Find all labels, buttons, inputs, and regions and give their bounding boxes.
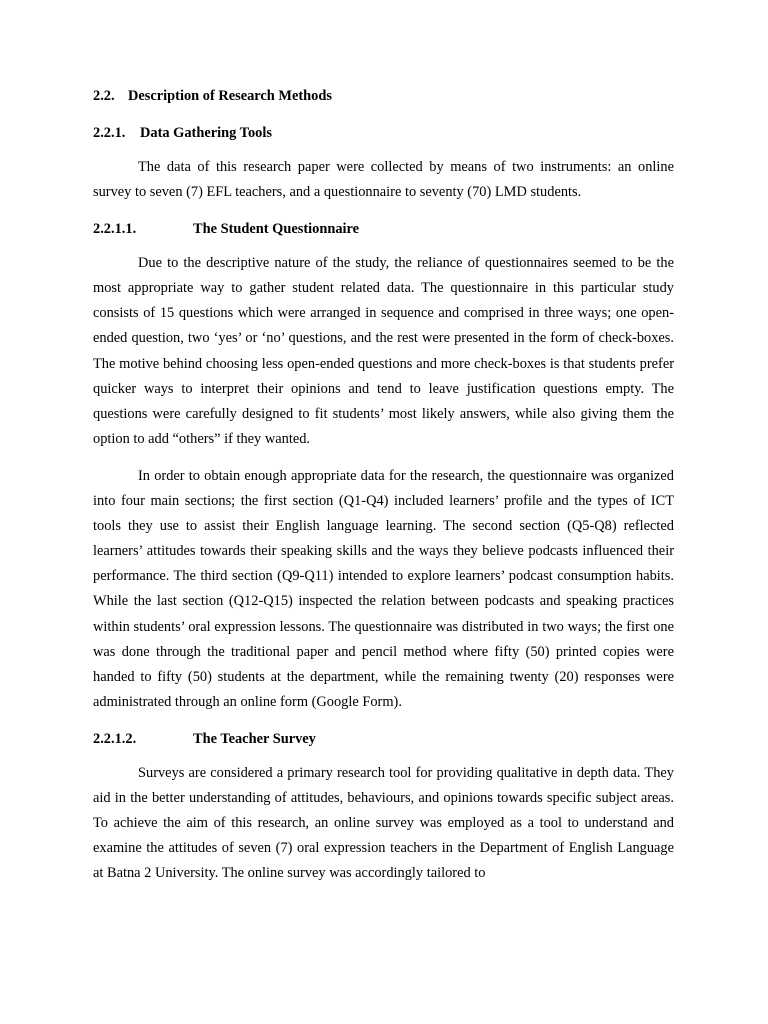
section-number: 2.2.1.2. xyxy=(93,730,137,747)
section-title: Description of Research Methods xyxy=(128,88,332,104)
section-number: 2.2.1.1. xyxy=(93,221,137,238)
section-number: 2.2.1. xyxy=(93,125,126,141)
paragraph-teacher-survey: Surveys are considered a primary research tool for providing qualitative in depth data. They aid in the better understanding of attitudes, behaviours, and opinions towards specific subject areas. To achieve the aim of this research, an online survey was employed as a tool to understand and examine the attitudes of seven (7) oral expression teachers in the Department of English Language at Batna 2 University. The online survey was accordingly tailored to xyxy=(93,764,674,882)
section-heading-2-2-1-2 xyxy=(93,729,674,749)
paragraph-data-gathering: The data of this research paper were collected by means of two instruments: an online survey to seven (7) EFL teachers, and a questionnaire to seventy (70) LMD students. xyxy=(93,159,674,201)
paragraph-student-questionnaire-2: In order to obtain enough appropriate data for the research, the questionnaire was organized into four main sections; the first section (Q1-Q4) included learners’ profile and the types of ICT tools they use to assist their English language learning. The second section (Q5-Q8) reflected learners’ attitudes towards their speaking skills and the ways they believe podcasts influenced their performance. The third section (Q9-Q11) intended to explore learners’ podcast consumption habits. While the last section (Q12-Q15) inspected the relation between podcasts and speaking practices within students’ oral expression lessons. The questionnaire was distributed in two ways; the first one was done through the traditional paper and pencil method where fifty (50) printed copies were handed to fifty (50) students at the department, while the remaining twenty (20) responses were administrated through an online form (Google Form). xyxy=(93,467,674,710)
section-heading-2-2 xyxy=(93,86,674,106)
document-page xyxy=(93,86,674,886)
section-heading-2-2-1 xyxy=(93,123,674,143)
section-title: Data Gathering Tools xyxy=(140,125,272,141)
section-heading-2-2-1-1 xyxy=(93,219,674,239)
paragraph-student-questionnaire-1: Due to the descriptive nature of the study, the reliance of questionnaires seemed to be the most appropriate way to gather student related data. The questionnaire in this particular study consists of 15 questions which were arranged in sequence and comprised in three ways; one open-ended question, two ‘yes’ or ‘no’ questions, and the rest were presented in the form of check-boxes. The motive behind choosing less open-ended questions and more check-boxes is that students prefer quicker ways to interpret their opinions and tend to leave justification questions empty. The questions were carefully designed to fit students’ most likely answers, while also giving them the option to add “others” if they wanted. xyxy=(93,255,674,447)
section-title: The Teacher Survey xyxy=(193,730,316,747)
section-number: 2.2. xyxy=(93,88,115,104)
section-title: The Student Questionnaire xyxy=(193,221,360,238)
